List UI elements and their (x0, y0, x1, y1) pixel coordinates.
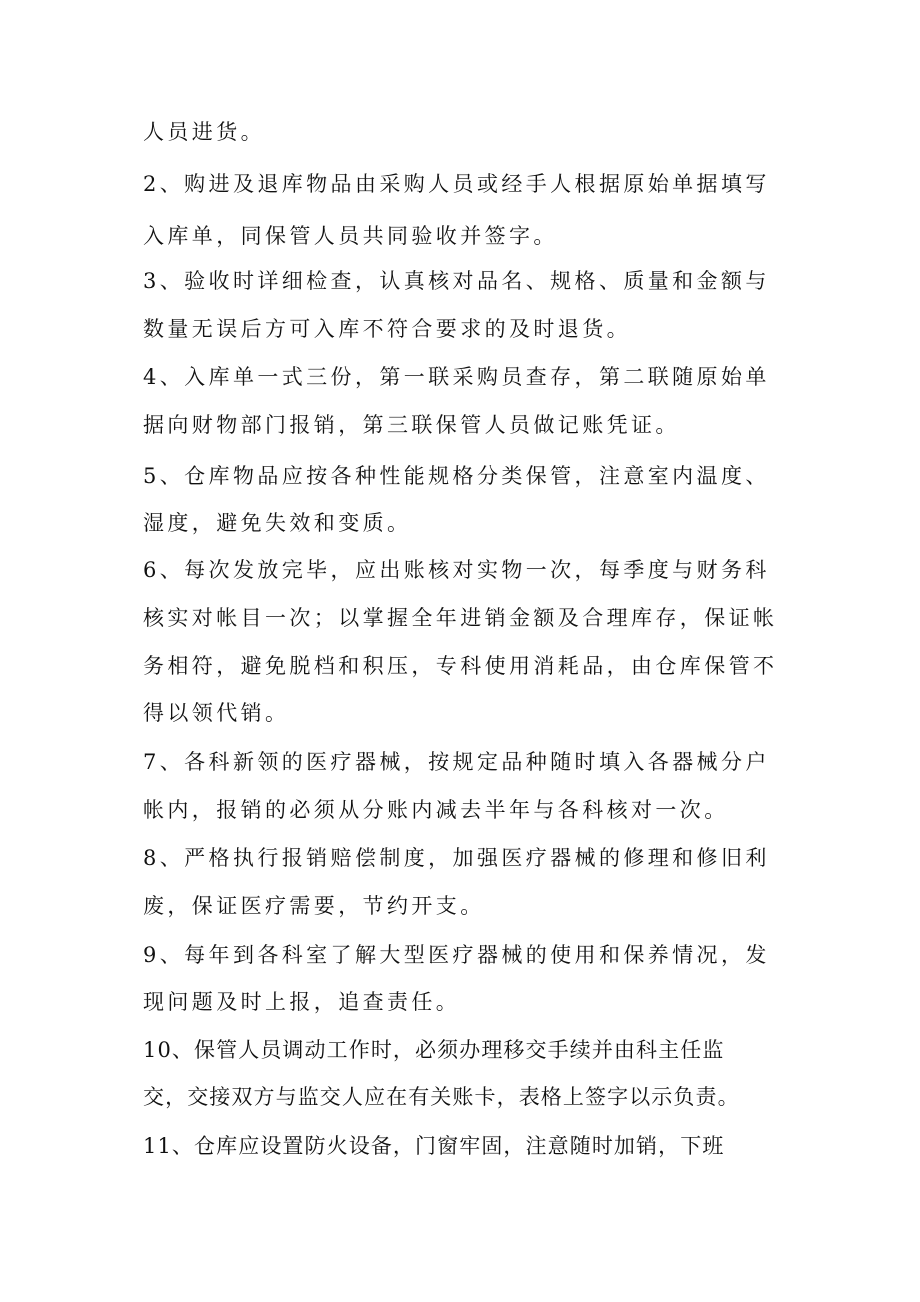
text-line: 6、每次发放完毕，应出账核对实物一次，每季度与财务科 (143, 558, 770, 582)
text-line: 8、严格执行报销赔偿制度，加强医疗器械的修理和修旧利 (143, 846, 770, 870)
text-line: 7、各科新领的医疗器械，按规定品种随时填入各器械分户 (143, 750, 770, 774)
text-line: 9、每年到各科室了解大型医疗器械的使用和保养情况，发 (143, 943, 770, 967)
text-line: 废，保证医疗需要，节约开支。 (143, 894, 485, 918)
text-line: 务相符，避免脱档和积压，专科使用消耗品，由仓库保管不 (143, 654, 778, 678)
text-line: 人员进货。 (143, 120, 265, 144)
text-line: 得以领代销。 (143, 701, 290, 725)
text-line: 帐内，报销的必须从分账内减去半年与各科核对一次。 (143, 798, 729, 822)
text-line: 数量无误后方可入库不符合要求的及时退货。 (143, 317, 631, 341)
text-line: 3、验收时详细检查，认真核对品名、规格、质量和金额与 (143, 269, 770, 293)
text-line: 湿度，避免失效和变质。 (143, 511, 412, 535)
text-line: 2、购进及退库物品由采购人员或经手人根据原始单据填写 (143, 172, 770, 196)
text-line: 10、保管人员调动工作时，必须办理移交手续并由科主任监 (143, 1038, 725, 1062)
text-line: 11、仓库应设置防火设备，门窗牢固，注意随时加销，下班 (143, 1134, 725, 1158)
text-line: 入库单，同保管人员共同验收并签字。 (143, 224, 558, 248)
text-line: 5、仓库物品应按各种性能规格分类保管，注意室内温度、 (143, 464, 770, 488)
text-line: 核实对帐目一次；以掌握全年进销金额及合理库存，保证帐 (143, 606, 778, 630)
text-line: 现问题及时上报，追查责任。 (143, 990, 461, 1014)
text-line: 据向财物部门报销，第三联保管人员做记账凭证。 (143, 413, 680, 437)
text-line: 交，交接双方与监交人应在有关账卡，表格上签字以示负责。 (143, 1085, 740, 1109)
text-line: 4、入库单一式三份，第一联采购员查存，第二联随原始单 (143, 365, 770, 389)
